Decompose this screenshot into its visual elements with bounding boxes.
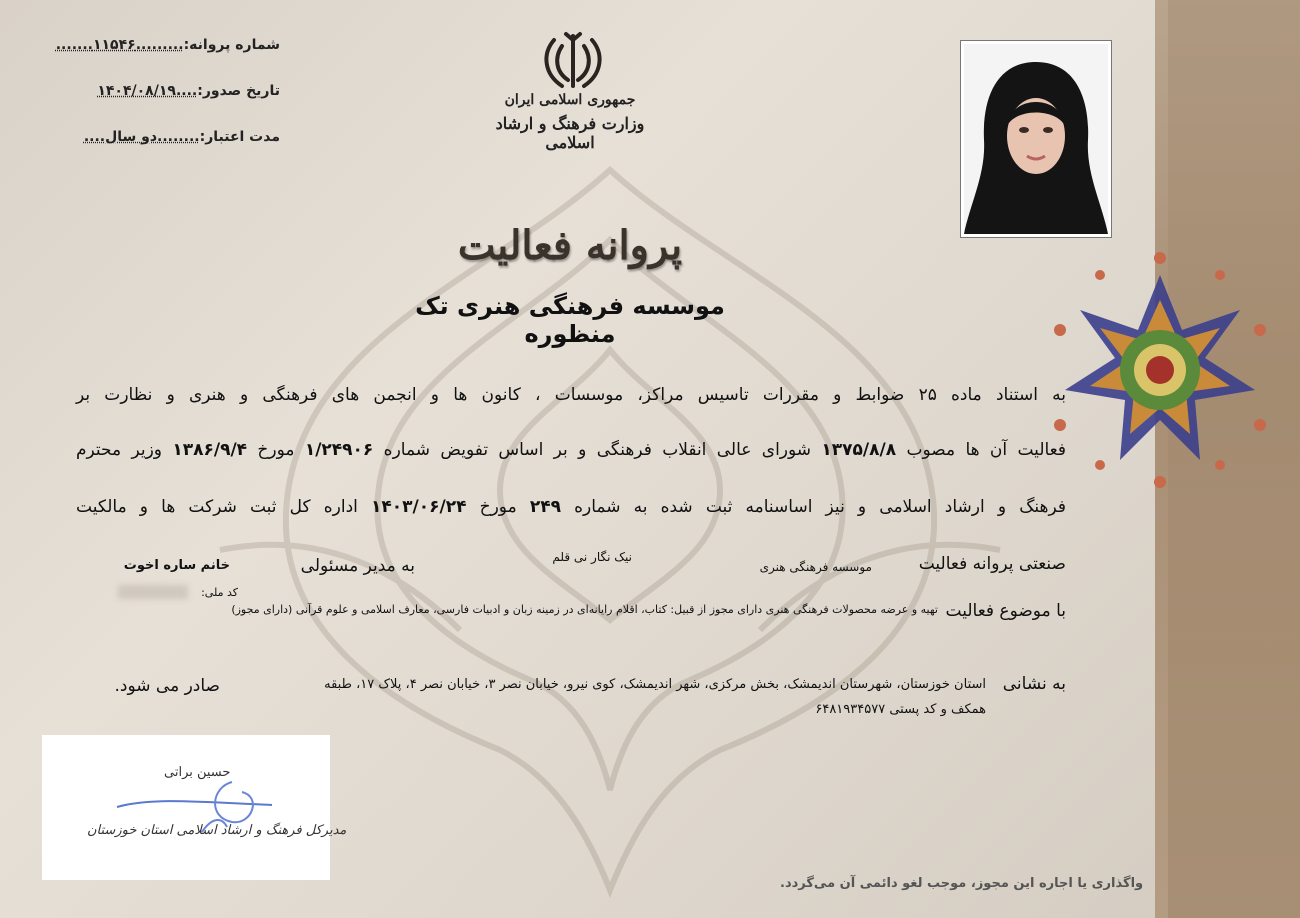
text-statute: فرهنگ و ارشاد اسلامی و نیز اساسنامه ثبت شده به شماره	[574, 497, 1067, 517]
subject-text: تهیه و عرضه محصولات فرهنگی هنری دارای مجوز از قبیل: کتاب، اقلام رایانه‌ای در زمینه زبان و ادبیات فارسی، معارف اسلامی و علوم قرآنی (دارای مجوز)	[231, 603, 938, 616]
license-number-label: شماره پروانه:	[183, 37, 280, 53]
ministry-name: وزارت فرهنگ و ارشاد اسلامی	[495, 114, 645, 152]
issue-date-row	[20, 76, 280, 122]
signature-box	[42, 735, 347, 880]
text-approval: فعالیت آن ها مصوب	[906, 440, 1067, 460]
validity-row	[20, 122, 280, 168]
iran-emblem-icon	[540, 30, 606, 92]
approval-date: ۱۳۷۵/۸/۸	[821, 440, 897, 460]
address-text-2: همکف و کد پستی ۶۴۸۱۹۳۴۵۷۷	[815, 702, 986, 717]
body-line-2	[76, 440, 1066, 460]
license-number-value: .........۱۱۵۴۶.......	[55, 37, 184, 53]
issue-date-value: ....۱۴۰۴/۰۸/۱۹	[97, 83, 198, 99]
text-registry: اداره کل ثبت شرکت ها و مالکیت	[76, 497, 358, 517]
text-dated: مورخ	[257, 440, 295, 460]
validity-value: ........دو سال....	[83, 129, 200, 145]
manager-name: خانم ساره اخوت	[123, 558, 230, 573]
body-line-1: به استناد ماده ۲۵ ضوابط و مقررات تاسیس مراکز، موسسات ، کانون ها و انجمن های فرهنگی و هنری و نظارت بر	[76, 385, 1067, 405]
holder-photo	[960, 40, 1112, 238]
delegation-date: ۱۳۸۶/۹/۴	[172, 440, 248, 460]
institute-type: موسسه فرهنگی هنری	[759, 560, 872, 574]
statute-number: ۲۴۹	[529, 497, 561, 517]
validity-label: مدت اعتبار:	[199, 129, 280, 145]
body-line-3	[76, 497, 1066, 517]
portrait-image	[964, 44, 1108, 234]
address-label: به نشانی	[1002, 674, 1066, 694]
signer-name: حسین براتی	[164, 765, 231, 780]
republic-name: جمهوری اسلامی ایران	[504, 92, 636, 108]
certificate-subtitle: موسسه فرهنگی هنری تک منظوره	[415, 292, 725, 348]
delegation-number: ۱/۲۴۹۰۶	[304, 440, 374, 460]
body-line-4: صنعتی پروانه فعالیت	[918, 554, 1066, 574]
license-number-row	[20, 30, 280, 76]
issued-text: صادر می شود.	[114, 676, 220, 696]
text-dated-2: مورخ	[479, 497, 517, 517]
institute-name: نیک نگار نی قلم	[552, 550, 632, 564]
text-minister: وزیر محترم	[76, 440, 162, 460]
national-id-redacted	[118, 585, 188, 599]
address-text: استان خوزستان، شهرستان اندیمشک، بخش مرکزی، شهر اندیمشک، کوی نیرو، خیابان نصر ۳، خیابان نصر ۴، پلاک ۱۷، طبقه	[324, 677, 986, 692]
star-ornament-icon	[1040, 235, 1280, 495]
signer-title: مدیرکل فرهنگ و ارشاد اسلامی استان خوزستان	[87, 823, 347, 838]
certificate-title: پروانه فعالیت	[457, 222, 683, 269]
footer-warning: واگذاری یا اجاره این مجوز، موجب لغو دائمی آن می‌گردد.	[780, 876, 1144, 891]
statute-date: ۱۴۰۳/۰۶/۲۴	[371, 497, 467, 517]
issue-date-label: تاریخ صدور:	[197, 83, 280, 99]
ministry-header	[470, 92, 670, 152]
national-id-label: کد ملی:	[201, 586, 238, 599]
subject-label: با موضوع فعالیت	[945, 601, 1066, 621]
text-council: شورای عالی انقلاب فرهنگی و بر اساس تفویض شماره	[383, 440, 812, 460]
license-info	[20, 30, 280, 168]
manager-label: به مدیر مسئولی	[300, 556, 415, 576]
